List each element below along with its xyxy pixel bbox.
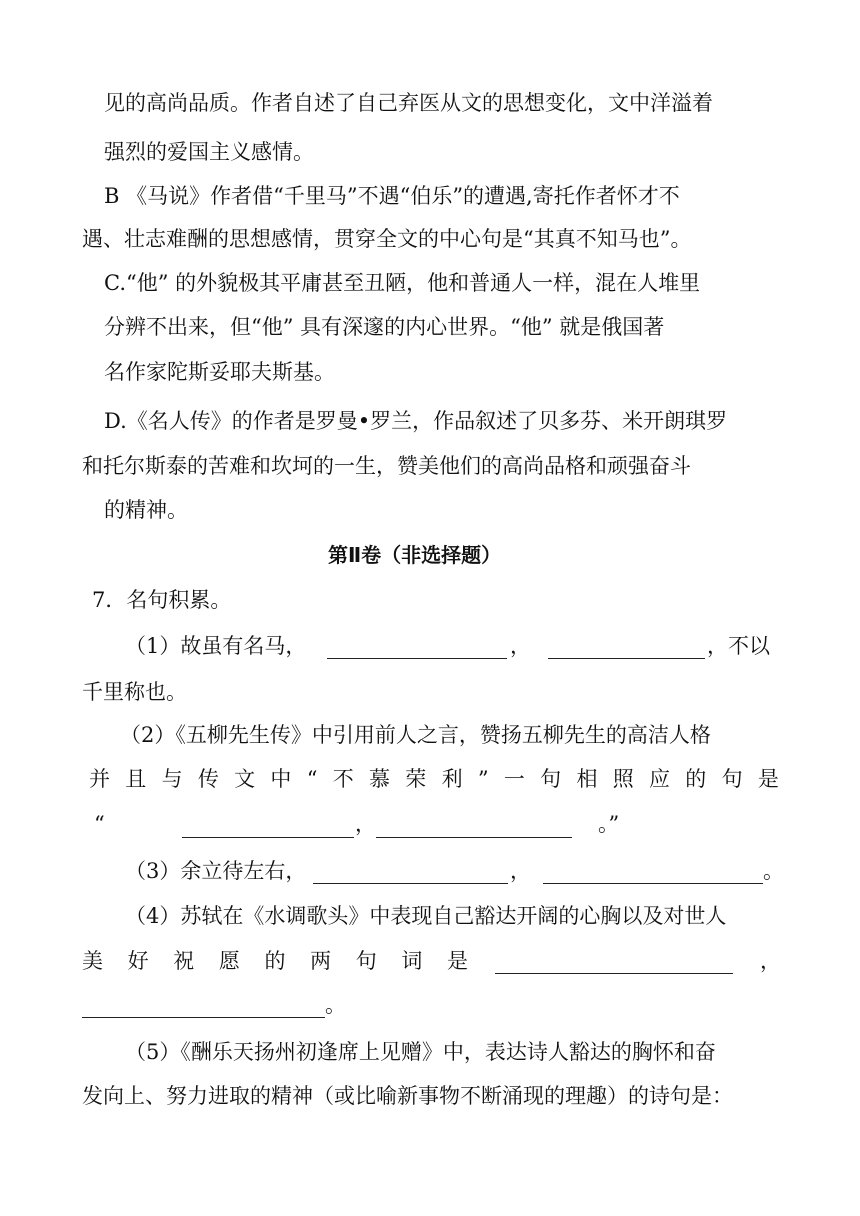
char: 祝 (173, 949, 195, 973)
q3-text: （3）余立待左右， (125, 859, 307, 883)
char: 是 (757, 767, 779, 791)
q2-comma: ， (355, 812, 376, 836)
q2-justified-line (89, 764, 779, 794)
answer-blank[interactable] (313, 863, 508, 884)
question-7-heading: 7．名句积累。 (92, 588, 232, 612)
char: 的 (685, 767, 707, 791)
section-title: 第Ⅱ卷（非选择题） (328, 543, 502, 567)
text-line: 和托尔斯泰的苦难和坎坷的一生，赞美他们的高尚品格和顽强奋斗 (82, 454, 691, 478)
q1-comma: ， (510, 634, 531, 658)
answer-blank[interactable] (543, 863, 763, 884)
option-b-line: B 《马说》作者借“千里马”不遇“伯乐”的遭遇,寄托作者怀才不 (104, 184, 680, 208)
answer-blank[interactable] (82, 997, 325, 1018)
char: 且 (125, 767, 147, 791)
char: 愿 (218, 949, 240, 973)
char: 荣 (405, 767, 427, 791)
char: “ (306, 767, 318, 791)
text-line: 的精神。 (104, 498, 188, 522)
char: 与 (161, 767, 183, 791)
q5-text-continued: 发向上、努力进取的精神（或比喻新事物不断涌现的理趣）的诗句是： (82, 1084, 733, 1108)
char: 利 (441, 767, 463, 791)
q5-text: （5）《酬乐天扬州初逢席上见赠》中，表达诗人豁达的胸怀和奋 (125, 1040, 716, 1064)
char: ” (477, 767, 489, 791)
q1-continued: 千里称也。 (82, 680, 187, 704)
char: 词 (401, 949, 423, 973)
answer-blank[interactable] (376, 817, 572, 838)
answer-blank[interactable] (548, 638, 705, 659)
text-line: 强烈的爱国主义感情。 (104, 140, 314, 164)
option-c-line: C.“他” 的外貌极其平庸甚至丑陋，他和普通人一样，混在人堆里 (104, 271, 701, 295)
char: 两 (310, 949, 332, 973)
char: 文 (234, 767, 256, 791)
char: 照 (612, 767, 634, 791)
char: 应 (649, 767, 670, 791)
char: 慕 (369, 767, 390, 791)
char: 一 (503, 767, 525, 791)
q2-text: （2）《五柳先生传》中引用前人之言，赞扬五柳先生的高洁人格 (120, 723, 711, 747)
q3-period: 。 (763, 859, 784, 883)
char: 中 (270, 767, 292, 791)
char: 传 (197, 767, 219, 791)
q2-open-quote: “ (94, 812, 105, 836)
text-line: 见的高尚品质。作者自述了自己弃医从文的思想变化，文中洋溢着 (104, 91, 713, 115)
option-d-line: D.《名人传》的作者是罗曼•罗兰，作品叙述了贝多芬、米开朗琪罗 (104, 409, 728, 433)
q4-text: （4）苏轼在《水调歌头》中表现自己豁达开阔的心胸以及对世人 (125, 904, 727, 928)
q3-comma: ， (510, 859, 531, 883)
q1-tail: ，不以 (707, 634, 770, 658)
char: 不 (332, 767, 354, 791)
answer-blank[interactable] (182, 817, 354, 838)
char: 并 (89, 767, 110, 791)
char: 句 (540, 767, 562, 791)
answer-blank[interactable] (327, 638, 507, 659)
q4-justified-line (82, 946, 468, 976)
text-line: 分辨不出来，但“他” 具有深邃的内心世界。“他” 就是俄国著 (104, 315, 665, 339)
text-line: 遇、壮志难酬的思想感情，贯穿全文的中心句是“其真不知马也”。 (82, 227, 692, 251)
q4-period: 。 (325, 993, 346, 1017)
char: 好 (127, 949, 149, 973)
text-line: 名作家陀斯妥耶夫斯基。 (104, 360, 335, 384)
char: 美 (82, 949, 103, 973)
char: 句 (355, 949, 377, 973)
q1-text: （1）故虽有名马， (125, 634, 307, 658)
char: 是 (447, 949, 468, 973)
q2-close: 。” (598, 812, 620, 836)
char: 的 (264, 949, 286, 973)
answer-blank[interactable] (495, 953, 733, 974)
char: 句 (721, 767, 743, 791)
q4-comma: ， (760, 949, 781, 973)
char: 相 (576, 767, 598, 791)
